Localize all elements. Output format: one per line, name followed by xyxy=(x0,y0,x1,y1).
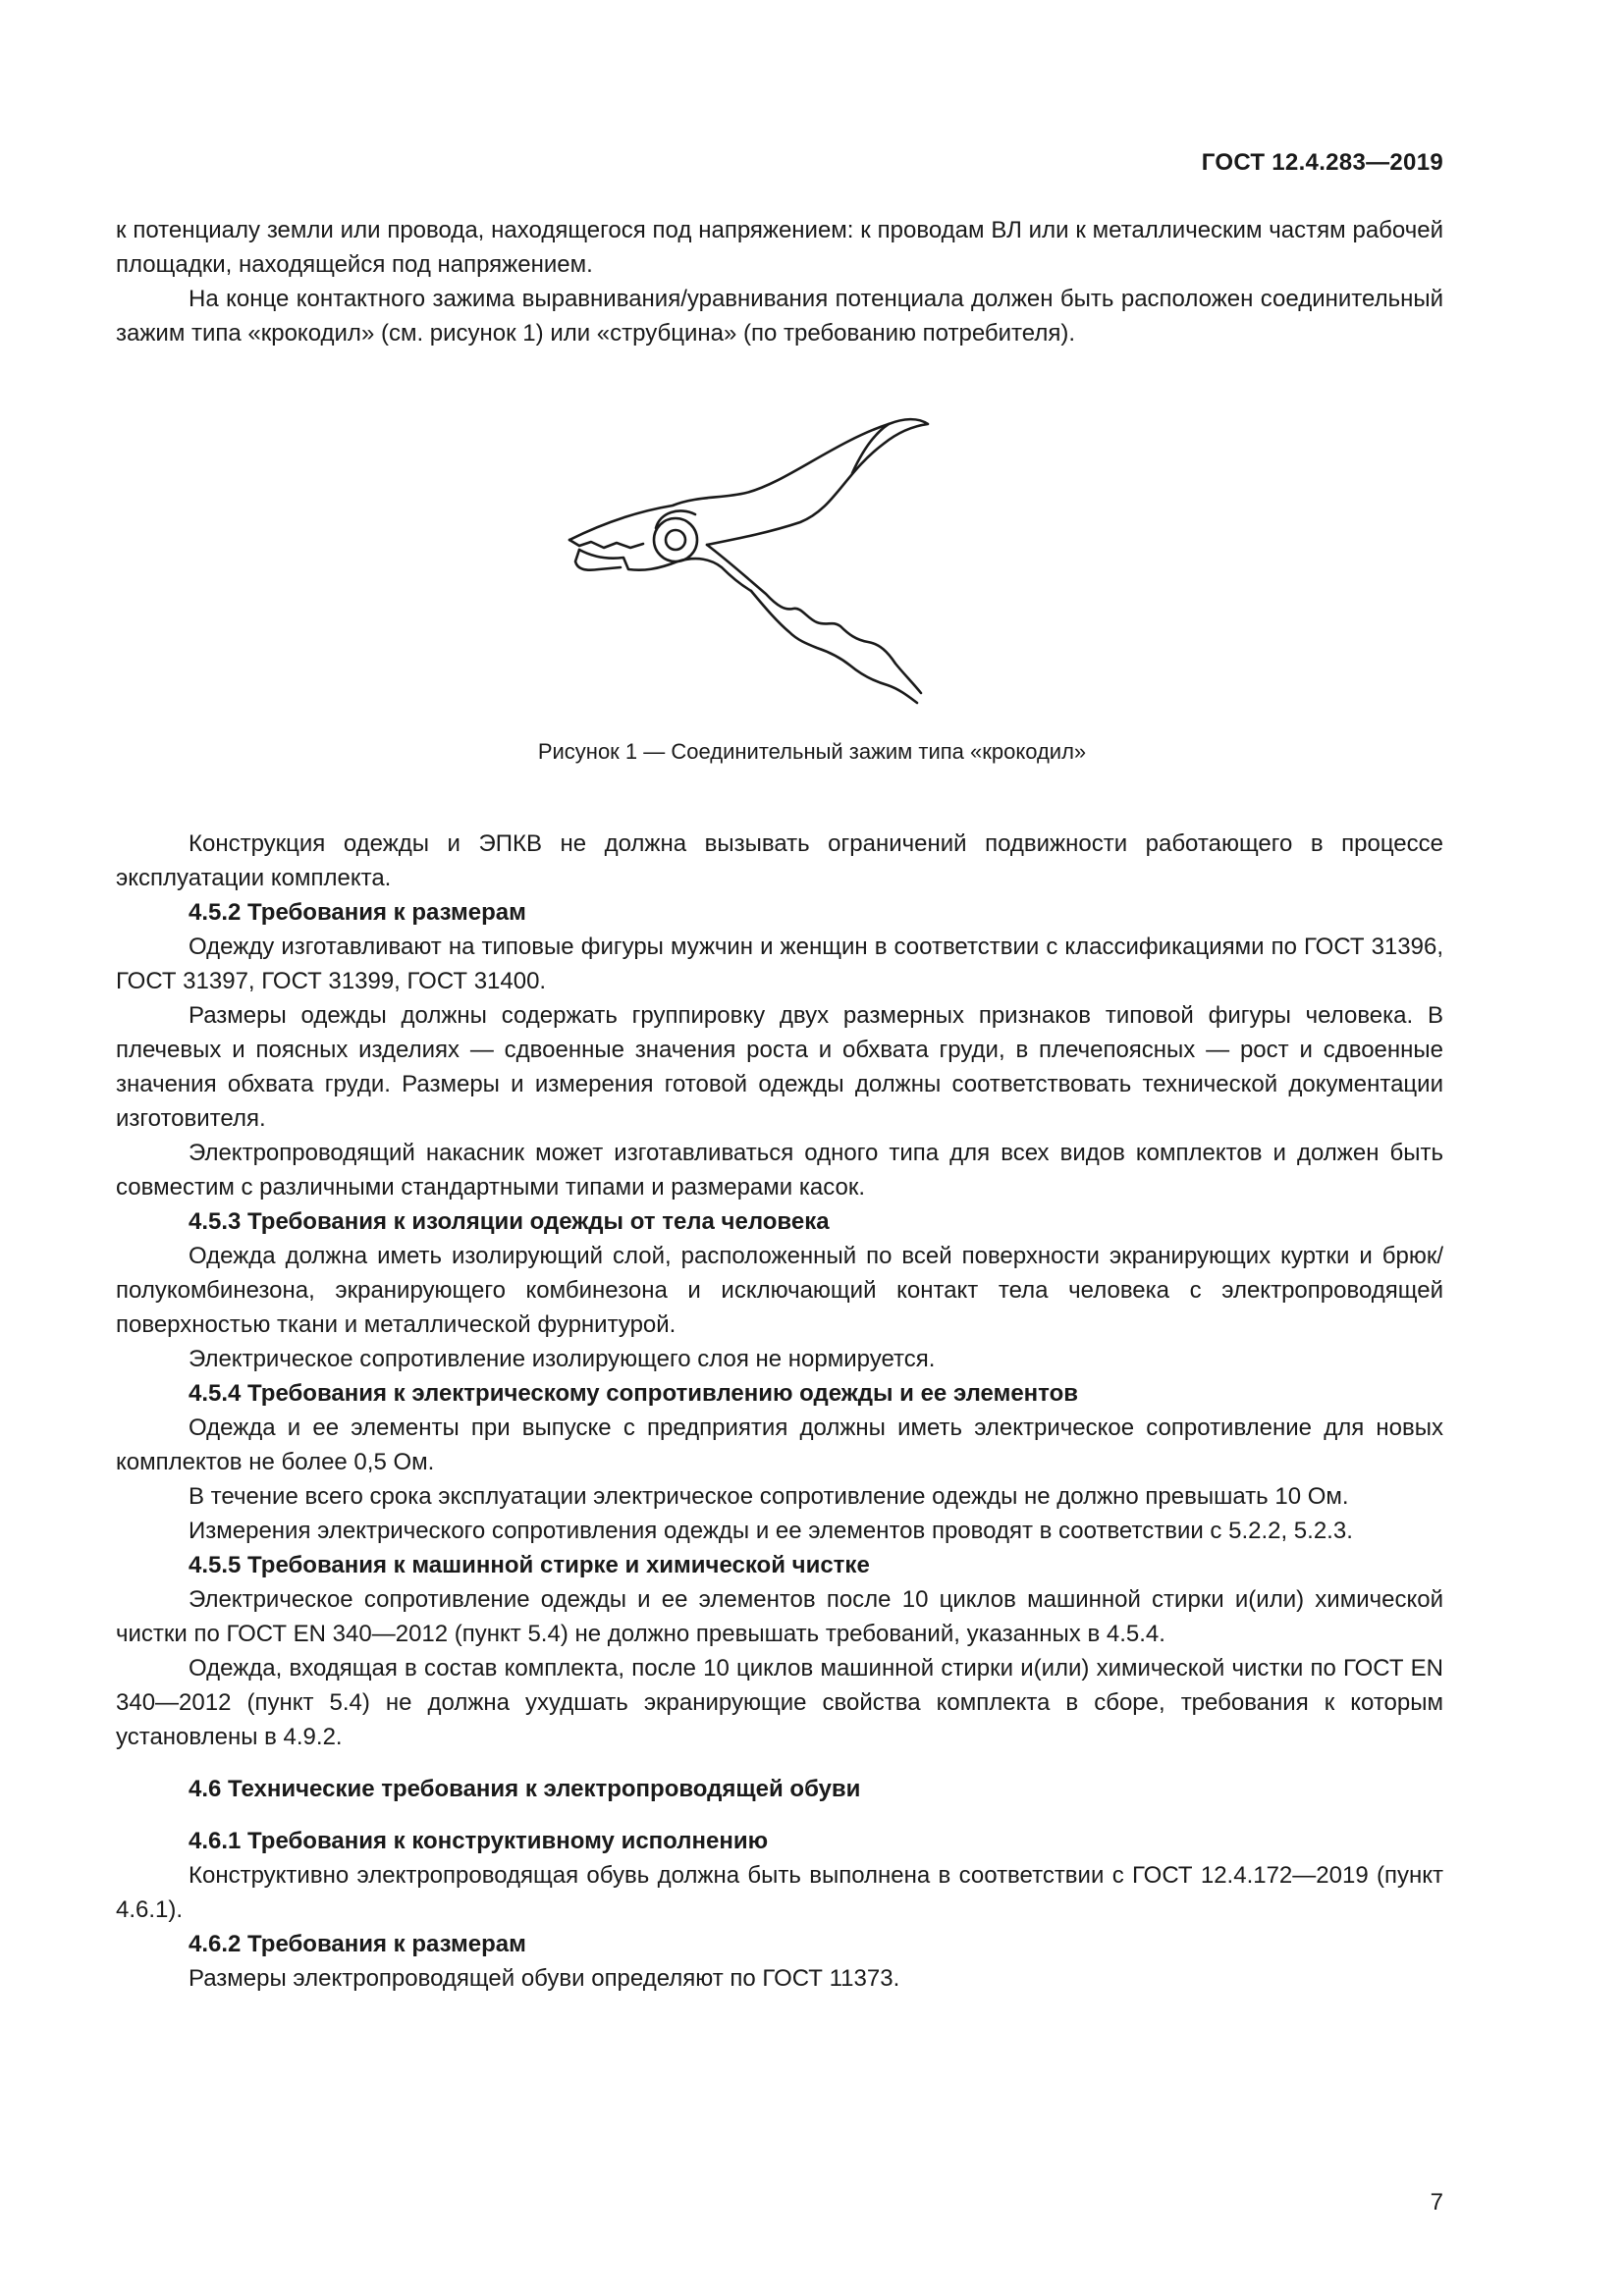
paragraph: Одежда, входящая в состав комплекта, после 10 циклов машинной стирки и(или) химической чистки по ГОСТ EN 340—2012 (пункт 5.4) не должна ухудшать экранирующие свойства комплекта в сборе, требования к которым установлены в 4.9.2. xyxy=(116,1655,1443,1750)
section-heading-4-6: 4.6 Технические требования к электропроводящей обуви xyxy=(189,1776,861,1802)
section-heading-4-5-4: 4.5.4 Требования к электрическому сопротивлению одежды и ее элементов xyxy=(189,1380,1079,1407)
section-heading-4-6-2: 4.6.2 Требования к размерам xyxy=(189,1931,526,1957)
paragraph: Электрическое сопротивление одежды и ее элементов после 10 циклов машинной стирки и(или) химической чистки по ГОСТ EN 340—2012 (пункт 5.4) не должно превышать требований, указанных в 4.5.4. xyxy=(116,1586,1443,1647)
paragraph: Электрическое сопротивление изолирующего слоя не нормируется. xyxy=(189,1346,936,1372)
main-text xyxy=(116,827,1443,1996)
paragraph: Одежда должна иметь изолирующий слой, расположенный по всей поверхности экранирующих куртки и брюк/полукомбинезона, экранирующего комбинезона и исключающий контакт тела человека с электропроводящей поверхностью ткани и металлической фурнитурой. xyxy=(116,1243,1443,1338)
paragraph: Размеры одежды должны содержать группировку двух размерных признаков типовой фигуры человека. В плечевых и поясных изделиях — сдвоенные значения роста и обхвата груди, в плечепоясных — рост и сдвоенные значения обхвата груди. Размеры и измерения готовой одежды должны соответствовать технической документации изготовителя. xyxy=(116,1002,1443,1132)
document-code-header: ГОСТ 12.4.283—2019 xyxy=(1201,149,1443,176)
figure-caption: Рисунок 1 — Соединительный зажим типа «крокодил» xyxy=(537,739,1087,764)
paragraph: Электропроводящий накасник может изготавливаться одного типа для всех видов комплектов и должен быть совместим с различными стандартными типами и размерами касок. xyxy=(116,1140,1443,1201)
alligator-clip-icon xyxy=(550,412,1021,717)
alligator-clip-drawing xyxy=(550,412,1021,717)
paragraph: Одежда и ее элементы при выпуске с предприятия должны иметь электрическое сопротивление для новых комплектов не более 0,5 Ом. xyxy=(116,1415,1443,1475)
paragraph: Измерения электрического сопротивления одежды и ее элементов проводят в соответствии с 5.2.2, 5.2.3. xyxy=(189,1518,1353,1544)
intro-paragraph-1: к потенциалу земли или провода, находящегося под напряжением: к проводам ВЛ или к металлическим частям рабочей площадки, находящейся под напряжением. xyxy=(116,217,1443,278)
section-heading-4-5-3: 4.5.3 Требования к изоляции одежды от тела человека xyxy=(189,1208,830,1235)
paragraph: В течение всего срока эксплуатации электрическое сопротивление одежды не должно превышать 10 Ом. xyxy=(189,1483,1349,1510)
page-number: 7 xyxy=(1430,2189,1443,2216)
section-heading-4-5-2: 4.5.2 Требования к размерам xyxy=(189,899,526,926)
section-heading-4-5-5: 4.5.5 Требования к машинной стирке и химической чистке xyxy=(189,1552,870,1578)
intro-text xyxy=(116,213,1443,350)
paragraph: Конструкция одежды и ЭПКВ не должна вызывать ограничений подвижности работающего в процессе эксплуатации комплекта. xyxy=(116,830,1443,891)
paragraph: Одежду изготавливают на типовые фигуры мужчин и женщин в соответствии с классификациями по ГОСТ 31396, ГОСТ 31397, ГОСТ 31399, ГОСТ 31400. xyxy=(116,934,1443,994)
paragraph: Размеры электропроводящей обуви определяют по ГОСТ 11373. xyxy=(189,1965,900,1992)
intro-paragraph-2: На конце контактного зажима выравнивания/уравнивания потенциала должен быть расположен соединительный зажим типа «крокодил» (см. рисунок 1) или «струбцина» (по требованию потребителя). xyxy=(116,286,1443,347)
paragraph: Конструктивно электропроводящая обувь должна быть выполнена в соответствии с ГОСТ 12.4.172—2019 (пункт 4.6.1). xyxy=(116,1862,1443,1923)
section-heading-4-6-1: 4.6.1 Требования к конструктивному исполнению xyxy=(189,1828,769,1854)
